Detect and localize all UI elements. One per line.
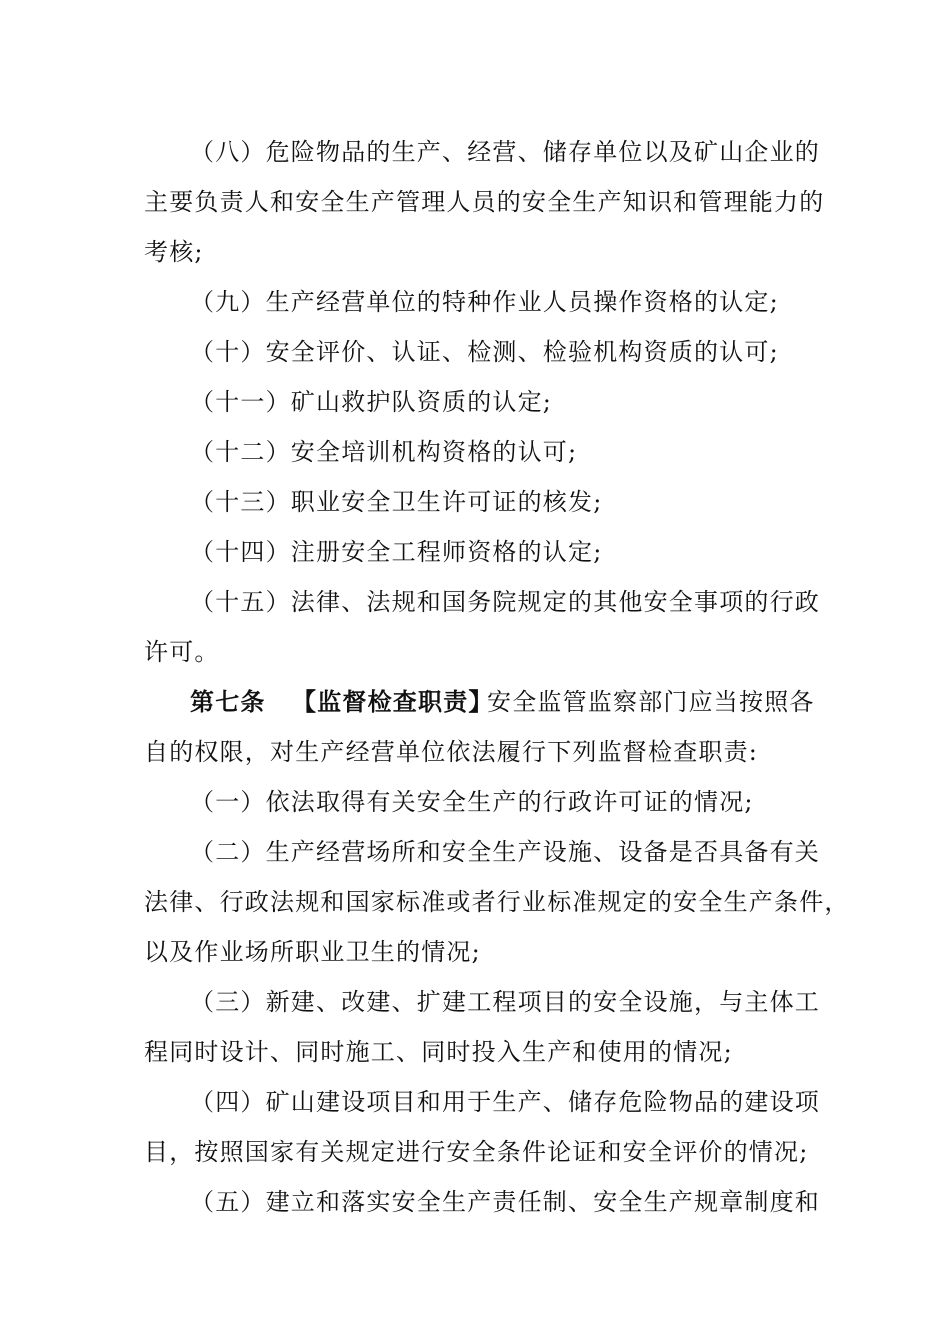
text-line: （二）生产经营场所和安全生产设施、设备是否具备有关 <box>190 838 820 866</box>
text-line: 安全监管监察部门应当按照各 <box>487 688 815 716</box>
text-line: （九）生产经营单位的特种作业人员操作资格的认定; <box>190 288 779 316</box>
text-line: （一）依法取得有关安全生产的行政许可证的情况; <box>190 788 754 816</box>
text-line: （八）危险物品的生产、经营、储存单位以及矿山企业的 <box>190 138 820 166</box>
text-line: （十四）注册安全工程师资格的认定; <box>190 538 603 566</box>
text-line: （十）安全评价、认证、检测、检验机构资质的认可; <box>190 338 779 366</box>
text-line: （十二）安全培训机构资格的认可; <box>190 438 578 466</box>
text-line: 以及作业场所职业卫生的情况; <box>144 938 481 966</box>
text-line: 程同时设计、同时施工、同时投入生产和使用的情况; <box>144 1038 733 1066</box>
text-line: （十一）矿山救护队资质的认定; <box>190 388 553 416</box>
text-line: 法律、行政法规和国家标准或者行业标准规定的安全生产条件， <box>144 888 850 916</box>
text-line: 许可。 <box>144 638 220 666</box>
text-line: （十三）职业安全卫生许可证的核发; <box>190 488 603 516</box>
text-line: （五）建立和落实安全生产责任制、安全生产规章制度和 <box>190 1188 820 1216</box>
text-line: 自的权限，对生产经营单位依法履行下列监督检查职责: <box>144 738 759 766</box>
text-line: 考核; <box>144 238 204 266</box>
article-heading: 【监督检查职责】 <box>292 687 494 716</box>
text-line: （三）新建、改建、扩建工程项目的安全设施，与主体工 <box>190 988 820 1016</box>
text-line: （十五）法律、法规和国务院规定的其他安全事项的行政 <box>190 588 820 616</box>
text-line: （四）矿山建设项目和用于生产、储存危险物品的建设项 <box>190 1088 820 1116</box>
text-line: 目，按照国家有关规定进行安全条件论证和安全评价的情况; <box>144 1138 809 1166</box>
text-line: 主要负责人和安全生产管理人员的安全生产知识和管理能力的 <box>144 188 825 216</box>
article-number: 第七条 <box>190 687 266 716</box>
